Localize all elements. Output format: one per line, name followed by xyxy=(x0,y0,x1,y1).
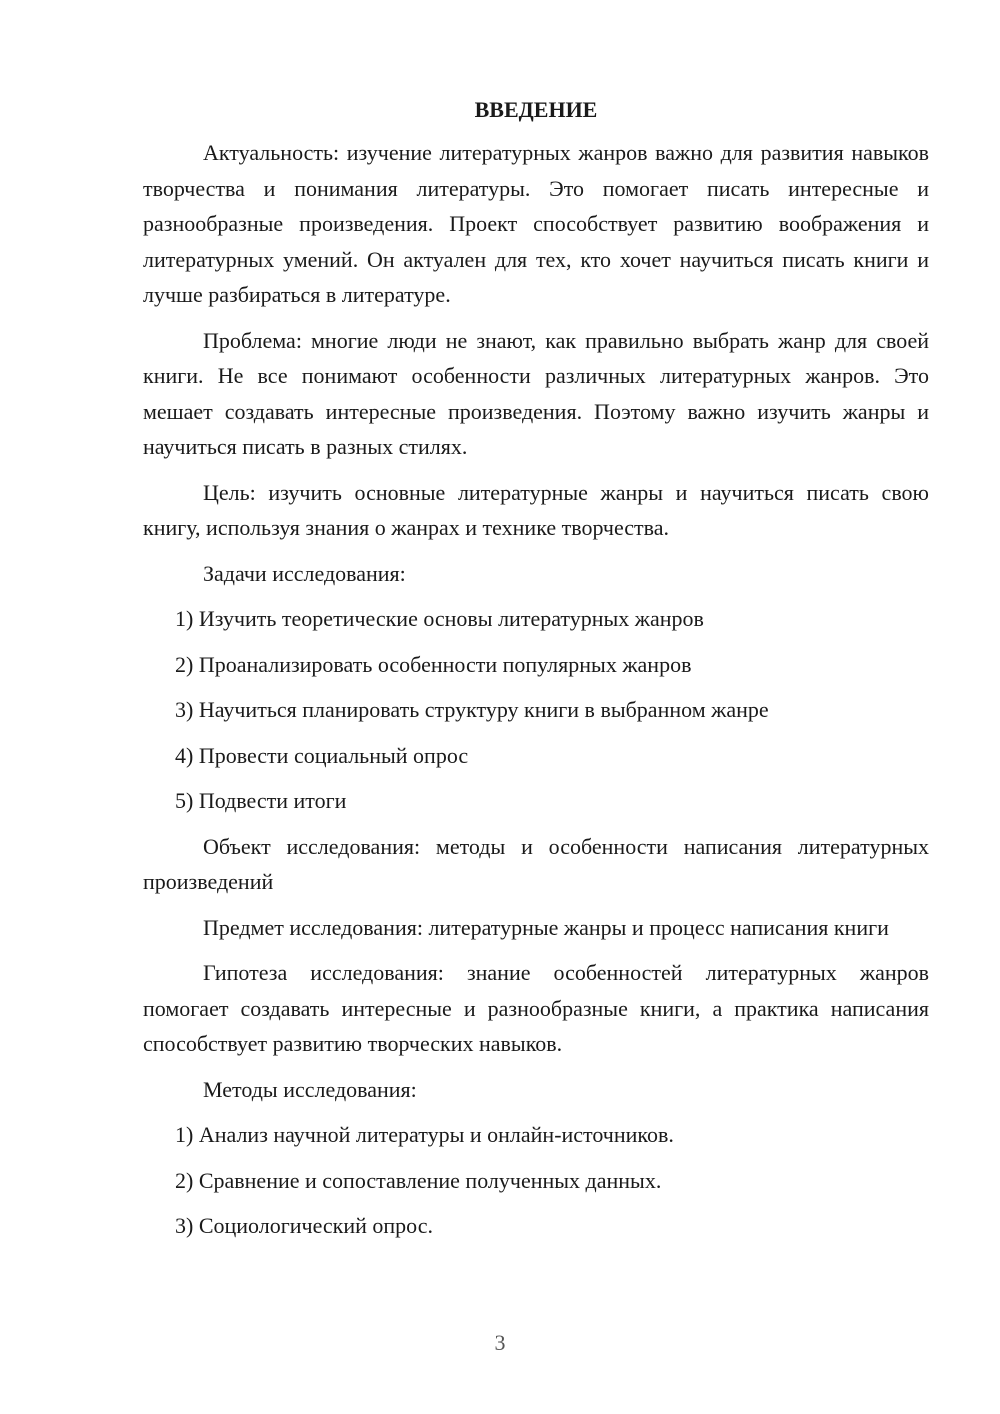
goal-paragraph: Цель: изучить основные литературные жанры и научиться писать свою книгу, используя знания о жанрах и технике творчества. xyxy=(143,479,929,540)
methods-list xyxy=(143,1117,929,1244)
subject-paragraph: Предмет исследования: литературные жанры и процесс написания книги xyxy=(203,914,889,940)
page-title: ВВЕДЕНИЕ xyxy=(474,97,598,122)
method-item: 3) Социологический опрос. xyxy=(175,1213,433,1238)
tasks-list xyxy=(143,601,929,819)
task-item: 5) Подвести итоги xyxy=(175,788,347,813)
page-content xyxy=(143,92,929,1254)
tasks-heading: Задачи исследования: xyxy=(203,560,406,586)
method-item: 2) Сравнение и сопоставление полученных данных. xyxy=(175,1167,662,1193)
task-item: 1) Изучить теоретические основы литературных жанров xyxy=(175,606,704,631)
task-item: 2) Проанализировать особенности популярных жанров xyxy=(175,651,692,677)
relevance-paragraph: Актуальность: изучение литературных жанров важно для развития навыков творчества и понимания литературы. Это помогает писать интересные и разнообразные произведения. Проект способствует развитию воображения и литературных умений. Он актуален для тех, кто хочет научиться писать книги и лучше разбираться в литературе. xyxy=(143,140,929,307)
task-item: 3) Научиться планировать структуру книги в выбранном жанре xyxy=(175,697,769,722)
object-paragraph: Объект исследования: методы и особенности написания литературных произведений xyxy=(143,833,929,894)
methods-heading: Методы исследования: xyxy=(203,1076,417,1102)
task-item: 4) Провести социальный опрос xyxy=(175,742,469,768)
problem-paragraph: Проблема: многие люди не знают, как правильно выбрать жанр для своей книги. Не все понимают особенности различных литературных жанров. Это мешает создавать интересные произведения. Поэтому важно изучить жанры и научиться писать в разных стилях. xyxy=(143,327,929,459)
hypothesis-paragraph: Гипотеза исследования: знание особенностей литературных жанров помогает создавать интересные и разнообразные книги, а практика написания способствует развитию творческих навыков. xyxy=(143,960,929,1056)
page-number: 3 xyxy=(494,1330,506,1355)
method-item: 1) Анализ научной литературы и онлайн-источников. xyxy=(175,1122,674,1147)
